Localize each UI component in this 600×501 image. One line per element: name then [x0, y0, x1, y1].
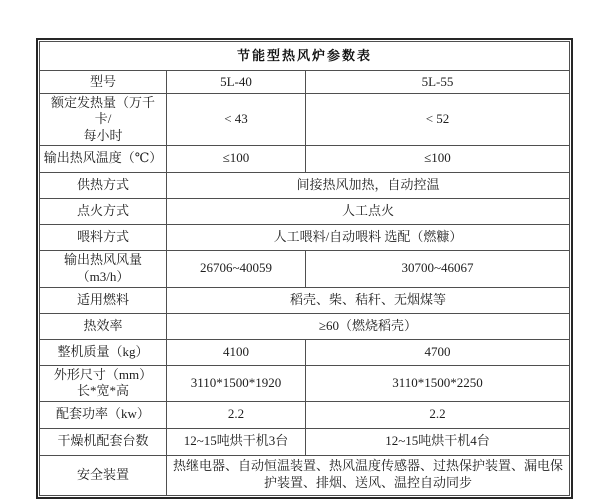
- value-cell: 间接热风加热，自动控温: [167, 172, 570, 198]
- page-title: 节能型热风炉参数表: [40, 42, 570, 71]
- row-label: 热效率: [40, 313, 167, 339]
- value-cell: 热继电器、自动恒温装置、热风温度传感器、过热保护装置、漏电保护装置、排烟、送风、温控自动同步: [167, 455, 570, 495]
- row-label: 适用燃料: [40, 287, 167, 313]
- row-label: 喂料方式: [40, 224, 167, 250]
- value-cell: 3110*1500*2250: [306, 365, 570, 401]
- row-safety-devices: [40, 455, 570, 495]
- row-label: 输出热风风量（m3/h）: [40, 250, 167, 287]
- row-label: 干燥机配套台数: [40, 428, 167, 455]
- row-label-line: 额定发热量（万千卡/: [50, 95, 155, 127]
- row-label: 点火方式: [40, 198, 167, 224]
- table-title-row: [40, 42, 570, 71]
- row-label: 供热方式: [40, 172, 167, 198]
- value-cell: 人工点火: [167, 198, 570, 224]
- value-cell: 30700~46067: [306, 250, 570, 287]
- row-feeding-mode: [40, 224, 570, 250]
- value-cell: ≤100: [306, 145, 570, 172]
- row-dimensions: [40, 365, 570, 401]
- value-cell: 2.2: [167, 401, 306, 428]
- value-cell: 26706~40059: [167, 250, 306, 287]
- row-heating-mode: [40, 172, 570, 198]
- row-label-line: 每小时: [83, 127, 123, 143]
- value-cell: < 43: [167, 94, 306, 146]
- value-cell: ≥60（燃烧稻壳）: [167, 313, 570, 339]
- value-cell: 12~15吨烘干机4台: [306, 428, 570, 455]
- value-cell: 3110*1500*1920: [167, 365, 306, 401]
- row-model: [40, 71, 570, 94]
- row-rated-heat: [40, 94, 570, 146]
- row-label: [40, 94, 167, 146]
- row-label-line: 长*宽*高: [76, 383, 129, 399]
- row-label-line: 外形尺寸（mm）: [53, 366, 153, 382]
- value-cell: 12~15吨烘干机3台: [167, 428, 306, 455]
- row-label: 配套功率（kw）: [40, 401, 167, 428]
- value-cell: 4700: [306, 339, 570, 365]
- value-cell: 稻壳、柴、秸秆、无烟煤等: [167, 287, 570, 313]
- row-dryer-count: [40, 428, 570, 455]
- row-thermal-efficiency: [40, 313, 570, 339]
- row-fuel: [40, 287, 570, 313]
- row-power: [40, 401, 570, 428]
- parameter-table: [39, 41, 570, 496]
- value-cell: 人工喂料/自动喂料 选配（燃糠）: [167, 224, 570, 250]
- row-label: 输出热风温度（℃）: [40, 145, 167, 172]
- row-ignition-mode: [40, 198, 570, 224]
- row-label: [40, 365, 167, 401]
- value-cell: 5L-40: [167, 71, 306, 94]
- row-label: 型号: [40, 71, 167, 94]
- row-label: 整机质量（kg）: [40, 339, 167, 365]
- value-cell: 4100: [167, 339, 306, 365]
- row-weight: [40, 339, 570, 365]
- value-cell: ≤100: [167, 145, 306, 172]
- row-label: 安全装置: [40, 455, 167, 495]
- row-outlet-temp: [40, 145, 570, 172]
- value-cell: 2.2: [306, 401, 570, 428]
- parameter-table-frame: [36, 38, 573, 499]
- row-air-volume: [40, 250, 570, 287]
- value-cell: 5L-55: [306, 71, 570, 94]
- value-cell: < 52: [306, 94, 570, 146]
